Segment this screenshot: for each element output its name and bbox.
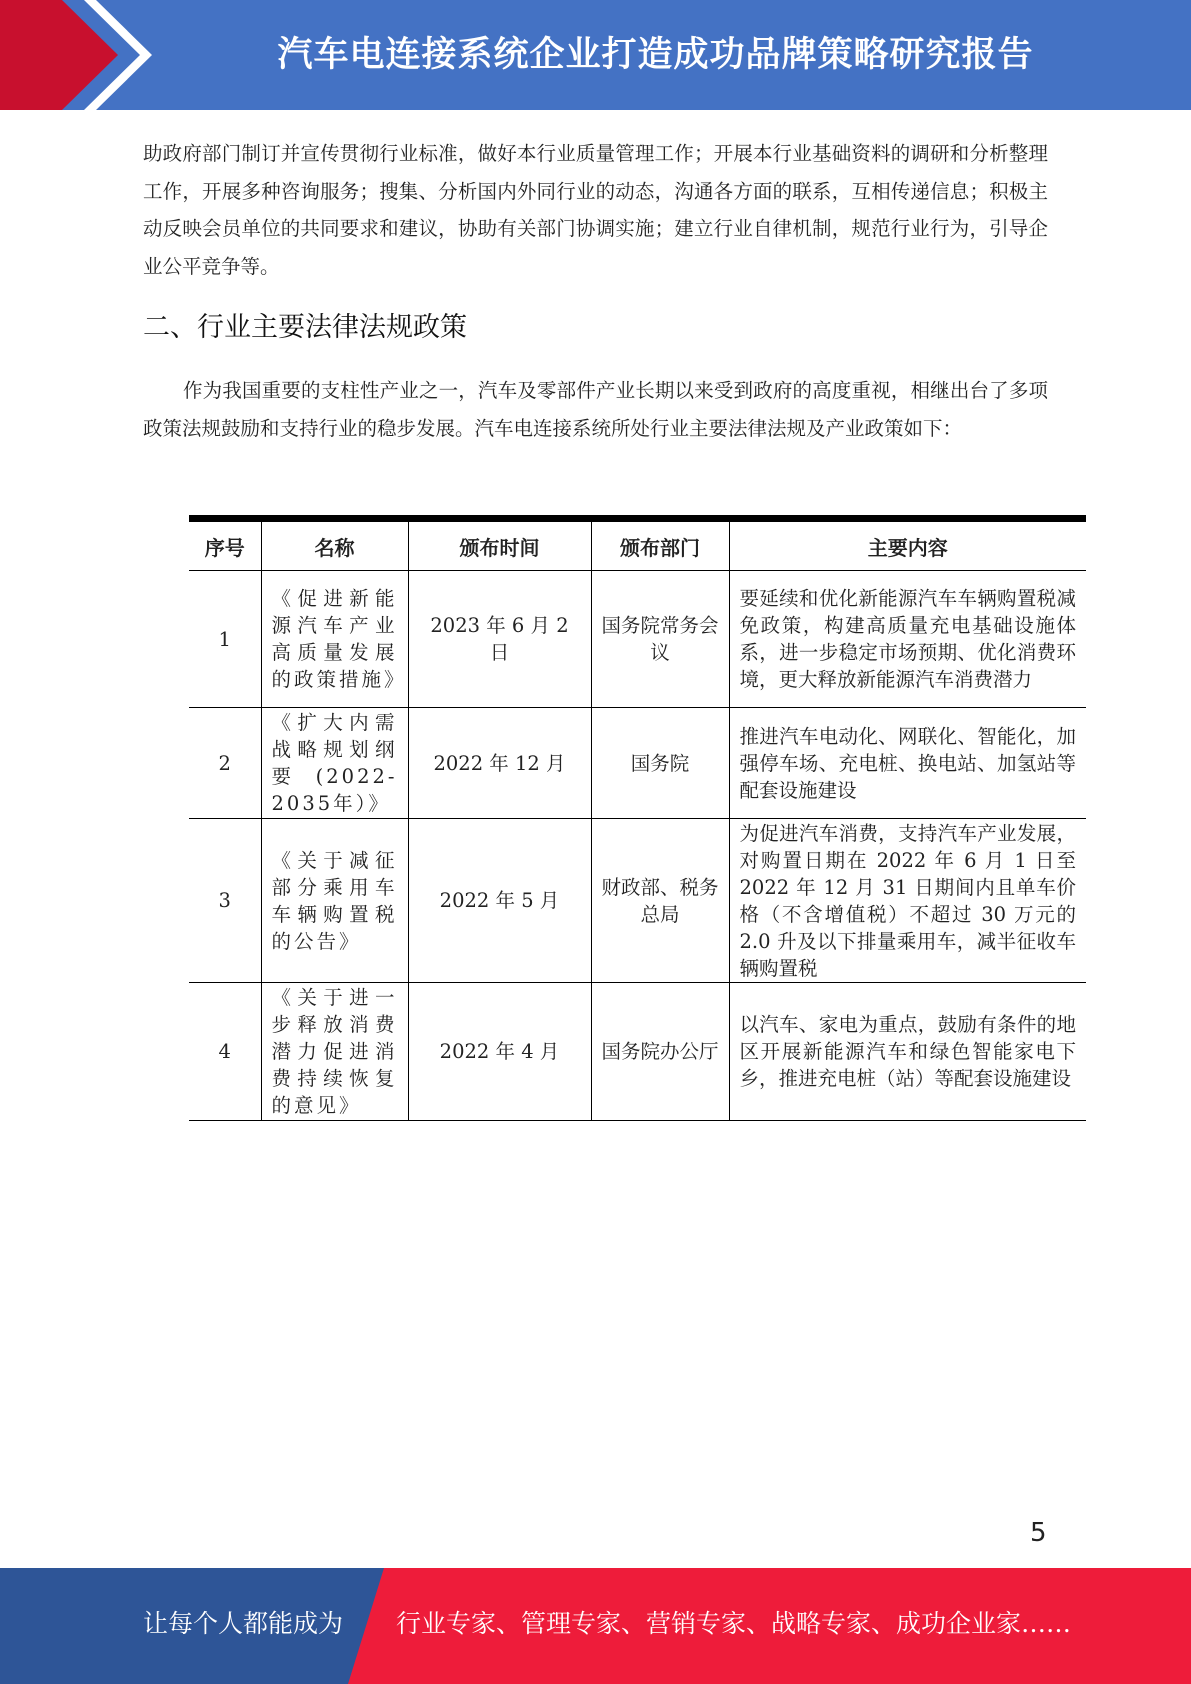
table-header-row xyxy=(189,519,1086,571)
policy-name: 《促进新能源汽车产业高质量发展的政策措施》 xyxy=(261,571,408,708)
footer-slogan-right: 行业专家、管理专家、营销专家、战略专家、成功企业家…… xyxy=(396,1609,1072,1638)
row-number: 2 xyxy=(189,708,261,819)
column-header-date: 颁布时间 xyxy=(408,519,591,571)
issue-date: 2022 年 4 月 xyxy=(408,983,591,1121)
report-title: 汽车电连接系统企业打造成功品牌策略研究报告 xyxy=(277,35,1034,75)
table-row xyxy=(189,571,1086,708)
issuing-department: 国务院办公厅 xyxy=(591,983,729,1121)
issue-date: 2022 年 5 月 xyxy=(408,819,591,983)
column-header-name: 名称 xyxy=(261,519,408,571)
issuing-department: 财政部、税务总局 xyxy=(591,819,729,983)
column-header-content: 主要内容 xyxy=(729,519,1086,571)
issue-date: 2023 年 6 月 2 日 xyxy=(408,571,591,708)
section-paragraph: 作为我国重要的支柱性产业之一，汽车及零部件产业长期以来受到政府的高度重视，相继出台了多项政策法规鼓励和支持行业的稳步发展。汽车电连接系统所处行业主要法律法规及产业政策如下： xyxy=(143,379,1048,440)
issuing-department: 国务院 xyxy=(591,708,729,819)
policy-table xyxy=(189,515,1086,1121)
intro-paragraph: 助政府部门制订并宣传贯彻行业标准，做好本行业质量管理工作；开展本行业基础资料的调研和分析整理工作，开展多种咨询服务；搜集、分析国内外同行业的动态，沟通各方面的联系，互相传递信息；积极主动反映会员单位的共同要求和建议，协助有关部门协调实施；建立行业自律机制，规范行业行为，引导企业公平竞争等。 xyxy=(143,142,1048,278)
policy-name: 《关于减征部分乘用车车辆购置税的公告》 xyxy=(261,819,408,983)
column-header-dept: 颁布部门 xyxy=(591,519,729,571)
policy-content: 推进汽车电动化、网联化、智能化，加强停车场、充电桩、换电站、加氢站等配套设施建设 xyxy=(729,708,1086,819)
row-number: 1 xyxy=(189,571,261,708)
policy-content: 要延续和优化新能源汽车车辆购置税减免政策，构建高质量充电基础设施体系，进一步稳定市场预期、优化消费环境，更大释放新能源汽车消费潜力 xyxy=(729,571,1086,708)
footer-slogan-left: 让每个人都能成为 xyxy=(143,1609,344,1638)
page-header xyxy=(0,0,1191,110)
issuing-department: 国务院常务会议 xyxy=(591,571,729,708)
table-row xyxy=(189,983,1086,1121)
policy-name: 《关于进一步释放消费潜力促进消费持续恢复的意见》 xyxy=(261,983,408,1121)
section-heading: 二、行业主要法律法规政策 xyxy=(143,312,467,343)
row-number: 3 xyxy=(189,819,261,983)
row-number: 4 xyxy=(189,983,261,1121)
page-footer xyxy=(0,1568,1191,1684)
page-number: 5 xyxy=(1030,1518,1047,1548)
issue-date: 2022 年 12 月 xyxy=(408,708,591,819)
column-header-no: 序号 xyxy=(189,519,261,571)
policy-content: 为促进汽车消费，支持汽车产业发展，对购置日期在 2022 年 6 月 1 日至 2022 年 12 月 31 日期间内且单车价格（不含增值税）不超过 30 万元的 2.0 升及以下排量乘用车，减半征收车辆购置税 xyxy=(729,819,1086,983)
table-row xyxy=(189,708,1086,819)
policy-content: 以汽车、家电为重点，鼓励有条件的地区开展新能源汽车和绿色智能家电下乡，推进充电桩（站）等配套设施建设 xyxy=(729,983,1086,1121)
table-row xyxy=(189,819,1086,983)
policy-name: 《扩大内需战略规划纲要(2022-2035年）》 xyxy=(261,708,408,819)
